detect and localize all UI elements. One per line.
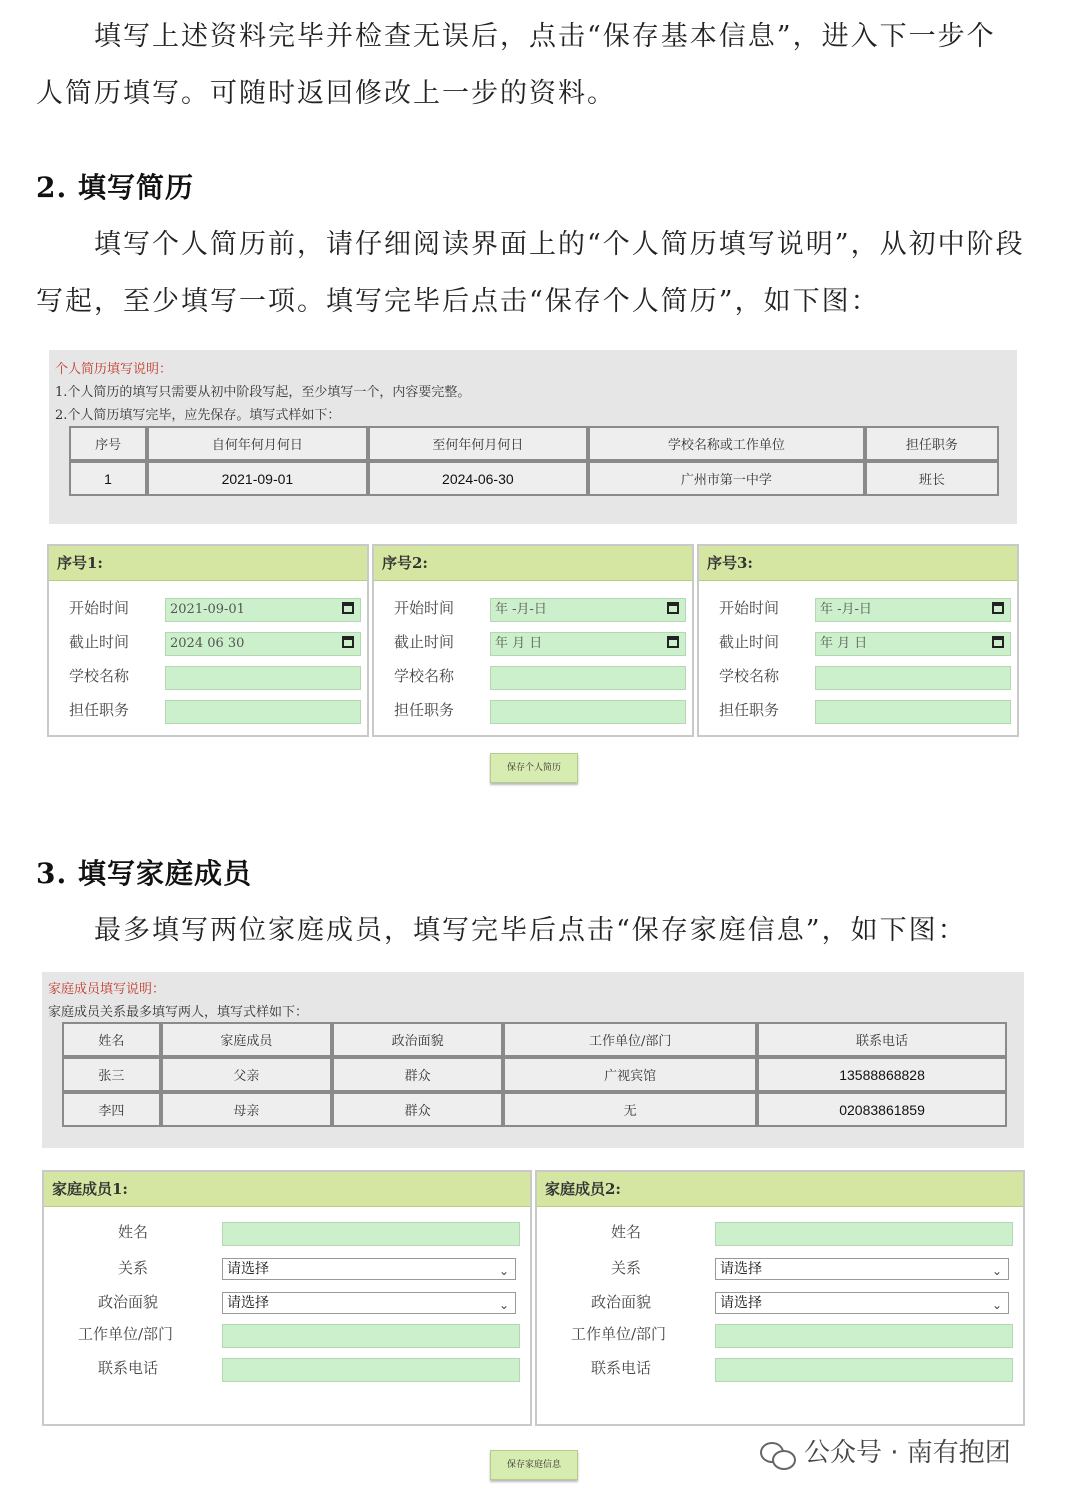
table-cell: 群众 [332,1092,503,1127]
family-instructions-title: 家庭成员填写说明： [48,982,166,997]
calendar-icon[interactable] [667,636,679,648]
family-sample-header-row [62,1022,1007,1057]
school-name-input[interactable] [815,666,1011,690]
chevron-down-icon: ⌄ [498,1264,509,1278]
end-date-input[interactable] [165,632,361,656]
school-name-input[interactable] [490,666,686,690]
work-unit-input[interactable] [715,1324,1013,1348]
resume-card-2 [372,544,694,737]
family-member-card-title: 家庭成员1: [44,1172,530,1207]
relation-select-value: 请选择 [720,1261,762,1277]
table-cell: 02083861859 [757,1092,1007,1127]
source-footer [760,1432,1011,1469]
end-time-label: 截止时间 [394,633,455,651]
wechat-icon [760,1440,796,1468]
phone-input[interactable] [715,1358,1013,1382]
politics-select-value: 请选择 [227,1295,269,1311]
end-time-label: 截止时间 [719,633,780,651]
chevron-down-icon: ⌄ [498,1298,509,1312]
resume-card-title: 序号1: [49,546,367,581]
resume-instructions-note-2: 2.个人简历填写完毕，应先保存。填写式样如下： [55,408,341,423]
section-2-line-1: 填写个人简历前，请仔细阅读界面上的“个人简历填写说明”，从初中阶段 [94,229,1025,260]
chevron-down-icon: ⌄ [991,1298,1002,1312]
table-header-cell: 联系电话 [757,1022,1007,1057]
family-sample-table [62,1022,1007,1127]
table-header-cell: 家庭成员 [161,1022,332,1057]
relation-label: 关系 [118,1259,149,1277]
table-header-cell: 担任职务 [865,426,999,461]
table-cell: 13588868828 [757,1057,1007,1092]
family-instructions-panel [42,972,1024,1148]
start-date-value: 2021-09-01 [170,602,245,617]
start-time-label: 开始时间 [69,599,130,617]
name-label: 姓名 [118,1223,149,1241]
table-header-cell: 至何年何月何日 [368,426,588,461]
family-instructions-note-1: 家庭成员关系最多填写两人，填写式样如下： [48,1005,309,1020]
family-member-card-1 [42,1170,532,1426]
start-date-input[interactable] [490,598,686,622]
end-date-value: 2024 06 30 [170,636,245,651]
position-input[interactable] [815,700,1011,724]
table-cell: 李四 [62,1092,161,1127]
position-input[interactable] [490,700,686,724]
calendar-icon[interactable] [342,602,354,614]
relation-select[interactable] [715,1258,1009,1280]
resume-instructions-title: 个人简历填写说明： [55,362,173,377]
intro-line-2: 人简历填写。可随时返回修改上一步的资料。 [36,78,616,109]
table-header-cell: 工作单位/部门 [503,1022,757,1057]
table-header-cell: 政治面貌 [332,1022,503,1057]
politics-select[interactable] [715,1292,1009,1314]
phone-label: 联系电话 [98,1359,159,1377]
start-date-value: 年 -月-日 [495,602,547,617]
section-3-heading: 3. 填写家庭成员 [36,857,252,890]
section-3-paragraph [36,902,1046,959]
work-unit-input[interactable] [222,1324,520,1348]
start-date-value: 年 -月-日 [820,602,872,617]
table-cell: 无 [503,1092,757,1127]
table-cell: 群众 [332,1057,503,1092]
calendar-icon[interactable] [667,602,679,614]
resume-sample-header-row [69,426,999,461]
table-cell: 广视宾馆 [503,1057,757,1092]
resume-card-3 [697,544,1019,737]
phone-input[interactable] [222,1358,520,1382]
table-cell: 班长 [865,461,999,496]
table-header-cell: 序号 [69,426,147,461]
table-row [69,461,999,496]
resume-card-1 [47,544,369,737]
section-2-paragraph [36,216,1046,330]
end-date-value: 年 月 日 [495,636,543,651]
work-unit-label: 工作单位/部门 [571,1325,667,1343]
school-name-label: 学校名称 [719,667,780,685]
save-family-button[interactable]: 保存家庭信息 [490,1450,578,1480]
table-cell: 广州市第一中学 [588,461,865,496]
table-header-cell: 姓名 [62,1022,161,1057]
end-date-value: 年 月 日 [820,636,868,651]
table-cell: 母亲 [161,1092,332,1127]
position-label: 担任职务 [69,701,130,719]
calendar-icon[interactable] [992,636,1004,648]
start-date-input[interactable] [815,598,1011,622]
resume-sample-table [69,426,999,496]
politics-select[interactable] [222,1292,516,1314]
table-cell: 2024-06-30 [368,461,588,496]
name-input[interactable] [222,1222,520,1246]
position-label: 担任职务 [719,701,780,719]
section-2-line-2: 写起，至少填写一项。填写完毕后点击“保存个人简历”，如下图： [36,286,880,317]
politics-label: 政治面貌 [591,1293,652,1311]
table-cell: 2021-09-01 [147,461,367,496]
relation-label: 关系 [611,1259,642,1277]
table-cell: 张三 [62,1057,161,1092]
table-cell: 1 [69,461,147,496]
resume-card-title: 序号2: [374,546,692,581]
table-row [62,1092,1007,1127]
resume-instructions-note-1: 1.个人简历的填写只需要从初中阶段写起，至少填写一个，内容要完整。 [55,385,471,400]
calendar-icon[interactable] [992,602,1004,614]
family-member-card-2 [535,1170,1025,1426]
table-header-cell: 学校名称或工作单位 [588,426,865,461]
name-label: 姓名 [611,1223,642,1241]
start-time-label: 开始时间 [719,599,780,617]
name-input[interactable] [715,1222,1013,1246]
table-row [62,1057,1007,1092]
relation-select-value: 请选择 [227,1261,269,1277]
school-name-label: 学校名称 [394,667,455,685]
phone-label: 联系电话 [591,1359,652,1377]
school-name-input[interactable] [165,666,361,690]
start-time-label: 开始时间 [394,599,455,617]
position-input[interactable] [165,700,361,724]
source-footer-text: 公众号 · 南有抱团 [804,1438,1011,1468]
resume-card-title: 序号3: [699,546,1017,581]
calendar-icon[interactable] [342,636,354,648]
section-2-heading: 2. 填写简历 [36,171,194,204]
table-header-cell: 自何年何月何日 [147,426,367,461]
start-date-input[interactable] [165,598,361,622]
end-date-input[interactable] [490,632,686,656]
intro-line-1: 填写上述资料完毕并检查无误后，点击“保存基本信息”，进入下一步个 [94,21,996,52]
relation-select[interactable] [222,1258,516,1280]
intro-paragraph [36,8,1046,122]
end-date-input[interactable] [815,632,1011,656]
table-cell: 父亲 [161,1057,332,1092]
work-unit-label: 工作单位/部门 [78,1325,174,1343]
section-3-line-1: 最多填写两位家庭成员，填写完毕后点击“保存家庭信息”，如下图： [94,915,967,946]
end-time-label: 截止时间 [69,633,130,651]
politics-select-value: 请选择 [720,1295,762,1311]
school-name-label: 学校名称 [69,667,130,685]
position-label: 担任职务 [394,701,455,719]
resume-instructions-panel [49,350,1017,524]
chevron-down-icon: ⌄ [991,1264,1002,1278]
save-resume-button[interactable]: 保存个人简历 [490,753,578,783]
family-member-card-title: 家庭成员2: [537,1172,1023,1207]
politics-label: 政治面貌 [98,1293,159,1311]
